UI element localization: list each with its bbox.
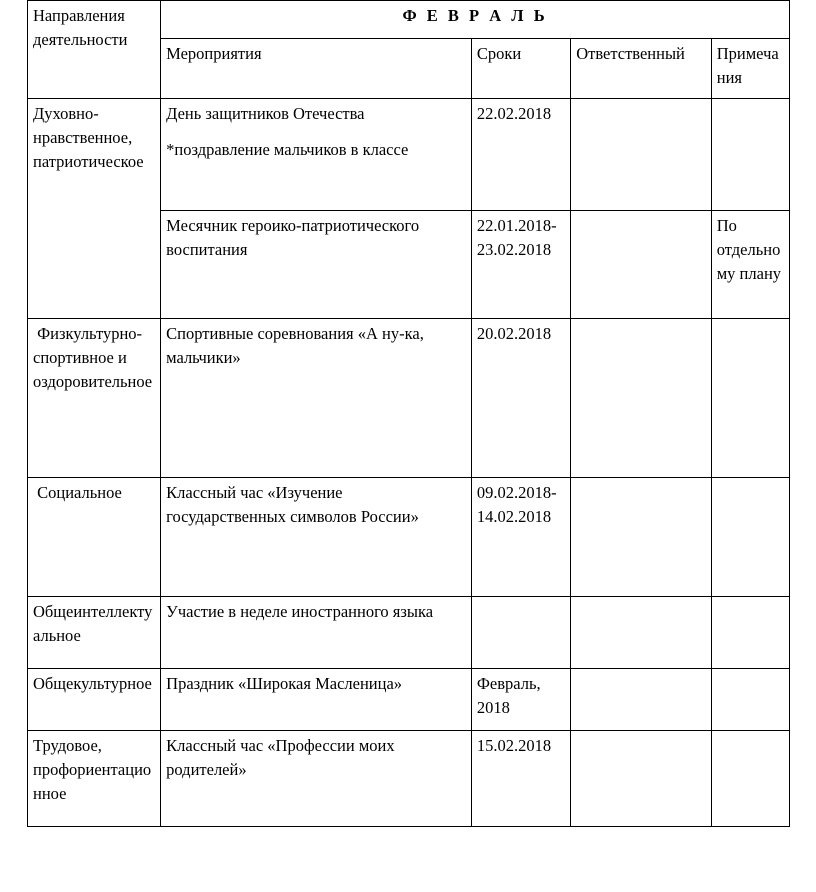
dates-cell: 22.02.2018 xyxy=(471,99,570,211)
dates-cell: Февраль, 2018 xyxy=(471,669,570,731)
header-row-month xyxy=(28,1,790,39)
notes-cell xyxy=(711,319,789,478)
header-dates: Сроки xyxy=(471,39,570,99)
notes-cell xyxy=(711,669,789,731)
event-cell: Классный час «Изучение государственных символов России» xyxy=(161,478,472,597)
notes-cell xyxy=(711,731,789,827)
direction-cell: Физкультурно-спортивное и оздоровительное xyxy=(28,319,161,478)
responsible-cell xyxy=(571,99,712,211)
header-directions: Направления деятельности xyxy=(28,1,161,99)
plan-table xyxy=(27,0,790,827)
notes-cell xyxy=(711,478,789,597)
event-subtitle: *поздравление мальчиков в классе xyxy=(166,140,409,159)
table-row xyxy=(28,319,790,478)
header-month: Ф Е В Р А Л Ь xyxy=(161,1,790,39)
header-responsible: Ответственный xyxy=(571,39,712,99)
direction-cell: Общекультурное xyxy=(28,669,161,731)
responsible-cell xyxy=(571,319,712,478)
event-cell: Спортивные соревнования «А ну-ка, мальчики» xyxy=(161,319,472,478)
direction-cell: Социальное xyxy=(28,478,161,597)
event-cell: Праздник «Широкая Масленица» xyxy=(161,669,472,731)
table-row xyxy=(28,669,790,731)
header-events: Мероприятия xyxy=(161,39,472,99)
notes-cell xyxy=(711,99,789,211)
event-title: День защитников Отечества xyxy=(166,104,365,123)
responsible-cell xyxy=(571,669,712,731)
table-row xyxy=(28,478,790,597)
event-cell xyxy=(161,99,472,211)
event-cell: Классный час «Профессии моих родителей» xyxy=(161,731,472,827)
notes-cell: По отдельному плану xyxy=(711,211,789,319)
responsible-cell xyxy=(571,478,712,597)
dates-cell: 22.01.2018-23.02.2018 xyxy=(471,211,570,319)
table-row xyxy=(28,597,790,669)
responsible-cell xyxy=(571,211,712,319)
table-row xyxy=(28,731,790,827)
direction-cell: Духовно-нравственное, патриотическое xyxy=(28,99,161,319)
direction-cell: Общеинтеллектуальное xyxy=(28,597,161,669)
direction-cell: Трудовое, профориентационное xyxy=(28,731,161,827)
table-row xyxy=(28,99,790,211)
dates-cell: 09.02.2018-14.02.2018 xyxy=(471,478,570,597)
notes-cell xyxy=(711,597,789,669)
dates-cell xyxy=(471,597,570,669)
event-cell: Участие в неделе иностранного языка xyxy=(161,597,472,669)
header-notes: Примечания xyxy=(711,39,789,99)
responsible-cell xyxy=(571,597,712,669)
dates-cell: 20.02.2018 xyxy=(471,319,570,478)
event-cell: Месячник героико-патриотического воспитания xyxy=(161,211,472,319)
responsible-cell xyxy=(571,731,712,827)
dates-cell: 15.02.2018 xyxy=(471,731,570,827)
